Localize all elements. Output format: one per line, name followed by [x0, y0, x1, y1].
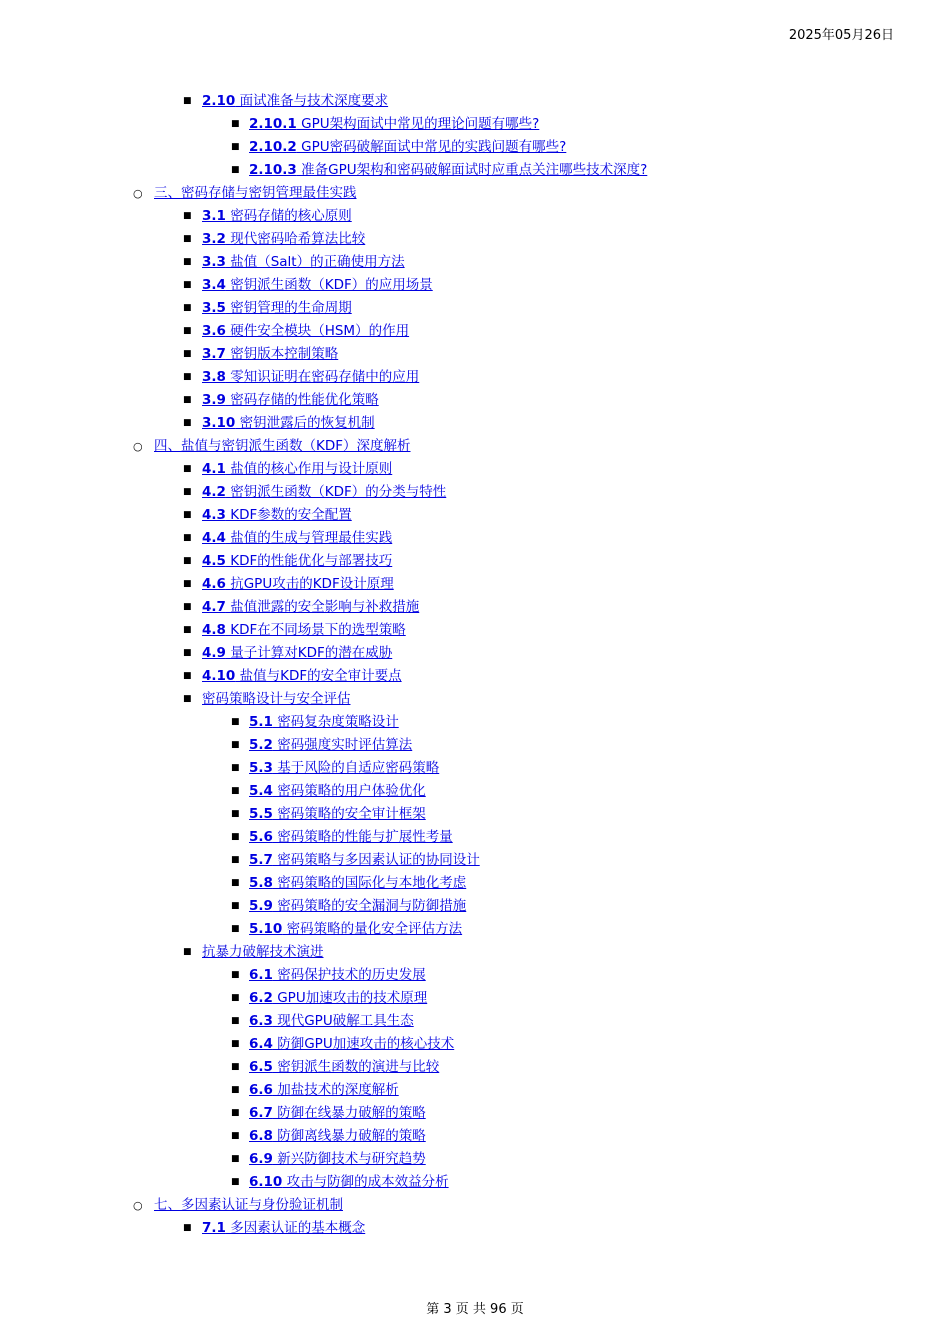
- square-bullet-icon: ■: [231, 763, 240, 773]
- toc-link[interactable]: 3.1 密码存储的核心原则: [202, 208, 352, 224]
- toc-item: [0, 1194, 950, 1217]
- toc-link[interactable]: 3.5 密钥管理的生命周期: [202, 300, 352, 316]
- square-bullet-icon: ■: [183, 211, 192, 221]
- square-bullet-icon: ■: [183, 510, 192, 520]
- toc-item: [0, 1102, 950, 1125]
- circle-bullet-icon: ○: [133, 440, 143, 453]
- square-bullet-icon: ■: [231, 1154, 240, 1164]
- square-bullet-icon: ■: [231, 901, 240, 911]
- toc-item: [0, 711, 950, 734]
- square-bullet-icon: ■: [183, 326, 192, 336]
- toc-link[interactable]: 5.2 密码强度实时评估算法: [249, 737, 413, 753]
- toc-item: [0, 1217, 950, 1240]
- square-bullet-icon: ■: [231, 809, 240, 819]
- square-bullet-icon: ■: [183, 395, 192, 405]
- square-bullet-icon: ■: [183, 234, 192, 244]
- toc-link[interactable]: 3.2 现代密码哈希算法比较: [202, 231, 366, 247]
- toc-item: [0, 665, 950, 688]
- toc-item: [0, 136, 950, 159]
- toc-link[interactable]: 6.10 攻击与防御的成本效益分析: [249, 1174, 449, 1190]
- toc-link[interactable]: 4.6 抗GPU攻击的KDF设计原理: [202, 576, 394, 592]
- toc-item: [0, 964, 950, 987]
- toc-item: [0, 596, 950, 619]
- toc-item: [0, 1056, 950, 1079]
- square-bullet-icon: ■: [183, 257, 192, 267]
- toc-item: [0, 412, 950, 435]
- toc-link[interactable]: 5.6 密码策略的性能与扩展性考量: [249, 829, 453, 845]
- toc-item: [0, 573, 950, 596]
- square-bullet-icon: ■: [231, 740, 240, 750]
- toc-item: [0, 872, 950, 895]
- toc-item: [0, 182, 950, 205]
- toc-item: [0, 343, 950, 366]
- toc-item: [0, 205, 950, 228]
- toc-item: [0, 1171, 950, 1194]
- toc-link[interactable]: 6.1 密码保护技术的历史发展: [249, 967, 426, 983]
- toc-link[interactable]: 四、盐值与密钥派生函数（KDF）深度解析: [154, 438, 411, 454]
- toc-item: [0, 780, 950, 803]
- toc-link[interactable]: 3.10 密钥泄露后的恢复机制: [202, 415, 375, 431]
- toc-item: [0, 320, 950, 343]
- toc-item: [0, 987, 950, 1010]
- toc-item: [0, 366, 950, 389]
- toc-link[interactable]: 4.7 盐值泄露的安全影响与补救措施: [202, 599, 420, 615]
- square-bullet-icon: ■: [183, 349, 192, 359]
- toc-item: [0, 90, 950, 113]
- square-bullet-icon: ■: [183, 487, 192, 497]
- toc-link[interactable]: 七、多因素认证与身份验证机制: [154, 1197, 343, 1213]
- page-number: 第 3 页 共 96 页: [426, 1302, 524, 1317]
- toc-link[interactable]: 5.10 密码策略的量化安全评估方法: [249, 921, 463, 937]
- square-bullet-icon: ■: [231, 1039, 240, 1049]
- square-bullet-icon: ■: [231, 786, 240, 796]
- toc-link[interactable]: 2.10.2 GPU密码破解面试中常见的实践问题有哪些?: [249, 139, 567, 155]
- square-bullet-icon: ■: [183, 533, 192, 543]
- toc-link[interactable]: 3.7 密钥版本控制策略: [202, 346, 339, 362]
- toc-item: [0, 1079, 950, 1102]
- toc-item: [0, 274, 950, 297]
- toc-link[interactable]: 6.7 防御在线暴力破解的策略: [249, 1105, 426, 1121]
- square-bullet-icon: ■: [183, 96, 192, 106]
- toc-link[interactable]: 密码策略设计与安全评估: [202, 691, 351, 707]
- square-bullet-icon: ■: [183, 464, 192, 474]
- square-bullet-icon: ■: [231, 165, 240, 175]
- toc-item: [0, 113, 950, 136]
- circle-bullet-icon: ○: [133, 187, 143, 200]
- toc-item: [0, 757, 950, 780]
- toc-link[interactable]: 4.9 量子计算对KDF的潜在威胁: [202, 645, 393, 661]
- square-bullet-icon: ■: [231, 1108, 240, 1118]
- toc-item: [0, 803, 950, 826]
- square-bullet-icon: ■: [231, 142, 240, 152]
- square-bullet-icon: ■: [231, 878, 240, 888]
- square-bullet-icon: ■: [231, 1062, 240, 1072]
- square-bullet-icon: ■: [183, 579, 192, 589]
- toc-link[interactable]: 6.9 新兴防御技术与研究趋势: [249, 1151, 426, 1167]
- toc-link[interactable]: 6.8 防御离线暴力破解的策略: [249, 1128, 426, 1144]
- toc-link[interactable]: 3.4 密钥派生函数（KDF）的应用场景: [202, 277, 433, 293]
- square-bullet-icon: ■: [183, 556, 192, 566]
- toc-link[interactable]: 三、密码存储与密钥管理最佳实践: [154, 185, 357, 201]
- toc-link[interactable]: 4.1 盐值的核心作用与设计原则: [202, 461, 393, 477]
- toc-link[interactable]: 5.5 密码策略的安全审计框架: [249, 806, 426, 822]
- square-bullet-icon: ■: [183, 303, 192, 313]
- toc-link[interactable]: 3.6 硬件安全模块（HSM）的作用: [202, 323, 410, 339]
- square-bullet-icon: ■: [231, 993, 240, 1003]
- toc-link[interactable]: 5.7 密码策略与多因素认证的协同设计: [249, 852, 480, 868]
- toc-link[interactable]: 5.3 基于风险的自适应密码策略: [249, 760, 440, 776]
- toc-link[interactable]: 5.4 密码策略的用户体验优化: [249, 783, 426, 799]
- square-bullet-icon: ■: [183, 280, 192, 290]
- toc-item: [0, 941, 950, 964]
- toc-item: [0, 734, 950, 757]
- toc-item: [0, 895, 950, 918]
- toc-item: [0, 849, 950, 872]
- toc-link[interactable]: 4.8 KDF在不同场景下的选型策略: [202, 622, 406, 638]
- toc-item: [0, 826, 950, 849]
- toc-item: [0, 481, 950, 504]
- square-bullet-icon: ■: [183, 625, 192, 635]
- toc-link[interactable]: 3.8 零知识证明在密码存储中的应用: [202, 369, 420, 385]
- square-bullet-icon: ■: [231, 924, 240, 934]
- square-bullet-icon: ■: [231, 832, 240, 842]
- toc-link[interactable]: 6.5 密钥派生函数的演进与比较: [249, 1059, 440, 1075]
- square-bullet-icon: ■: [231, 970, 240, 980]
- square-bullet-icon: ■: [183, 418, 192, 428]
- square-bullet-icon: ■: [183, 694, 192, 704]
- square-bullet-icon: ■: [231, 1085, 240, 1095]
- toc-link[interactable]: 6.3 现代GPU破解工具生态: [249, 1013, 414, 1029]
- toc-item: [0, 642, 950, 665]
- square-bullet-icon: ■: [231, 855, 240, 865]
- toc-link[interactable]: 2.10 面试准备与技术深度要求: [202, 93, 389, 109]
- square-bullet-icon: ■: [231, 1016, 240, 1026]
- square-bullet-icon: ■: [183, 671, 192, 681]
- toc-item: [0, 1125, 950, 1148]
- circle-bullet-icon: ○: [133, 1199, 143, 1212]
- toc-link[interactable]: 7.1 多因素认证的基本概念: [202, 1220, 366, 1236]
- toc-link[interactable]: 6.4 防御GPU加速攻击的核心技术: [249, 1036, 455, 1052]
- toc-item: [0, 159, 950, 182]
- toc-item: [0, 251, 950, 274]
- square-bullet-icon: ■: [183, 372, 192, 382]
- toc-link[interactable]: 6.6 加盐技术的深度解析: [249, 1082, 399, 1098]
- toc-item: [0, 1010, 950, 1033]
- square-bullet-icon: ■: [183, 648, 192, 658]
- print-date: 2025年05月26日: [788, 28, 894, 43]
- toc-link[interactable]: 3.3 盐值（Salt）的正确使用方法: [202, 254, 405, 270]
- toc-item: [0, 918, 950, 941]
- toc-link[interactable]: 4.5 KDF的性能优化与部署技巧: [202, 553, 393, 569]
- toc-item: [0, 389, 950, 412]
- square-bullet-icon: ■: [183, 1223, 192, 1233]
- toc-link[interactable]: 4.4 盐值的生成与管理最佳实践: [202, 530, 393, 546]
- square-bullet-icon: ■: [231, 1131, 240, 1141]
- toc-item: [0, 1148, 950, 1171]
- toc-item: [0, 527, 950, 550]
- toc-link[interactable]: 2.10.3 准备GPU架构和密码破解面试时应重点关注哪些技术深度?: [249, 162, 648, 178]
- toc-link[interactable]: 5.9 密码策略的安全漏洞与防御措施: [249, 898, 467, 914]
- toc-item: [0, 228, 950, 251]
- toc-item: [0, 1033, 950, 1056]
- toc-link[interactable]: 4.10 盐值与KDF的安全审计要点: [202, 668, 402, 684]
- table-of-contents: [0, 90, 950, 1240]
- toc-link[interactable]: 5.8 密码策略的国际化与本地化考虑: [249, 875, 467, 891]
- toc-link[interactable]: 抗暴力破解技术演进: [202, 944, 324, 960]
- toc-link[interactable]: 6.2 GPU加速攻击的技术原理: [249, 990, 428, 1006]
- toc-link[interactable]: 3.9 密码存储的性能优化策略: [202, 392, 379, 408]
- toc-item: [0, 619, 950, 642]
- toc-item: [0, 688, 950, 711]
- toc-link[interactable]: 4.3 KDF参数的安全配置: [202, 507, 352, 523]
- toc-link[interactable]: 4.2 密钥派生函数（KDF）的分类与特性: [202, 484, 447, 500]
- square-bullet-icon: ■: [231, 717, 240, 727]
- toc-item: [0, 458, 950, 481]
- toc-link[interactable]: 5.1 密码复杂度策略设计: [249, 714, 399, 730]
- square-bullet-icon: ■: [231, 119, 240, 129]
- toc-item: [0, 550, 950, 573]
- square-bullet-icon: ■: [183, 602, 192, 612]
- square-bullet-icon: ■: [231, 1177, 240, 1187]
- toc-item: [0, 297, 950, 320]
- toc-link[interactable]: 2.10.1 GPU架构面试中常见的理论问题有哪些?: [249, 116, 540, 132]
- toc-item: [0, 504, 950, 527]
- toc-item: [0, 435, 950, 458]
- square-bullet-icon: ■: [183, 947, 192, 957]
